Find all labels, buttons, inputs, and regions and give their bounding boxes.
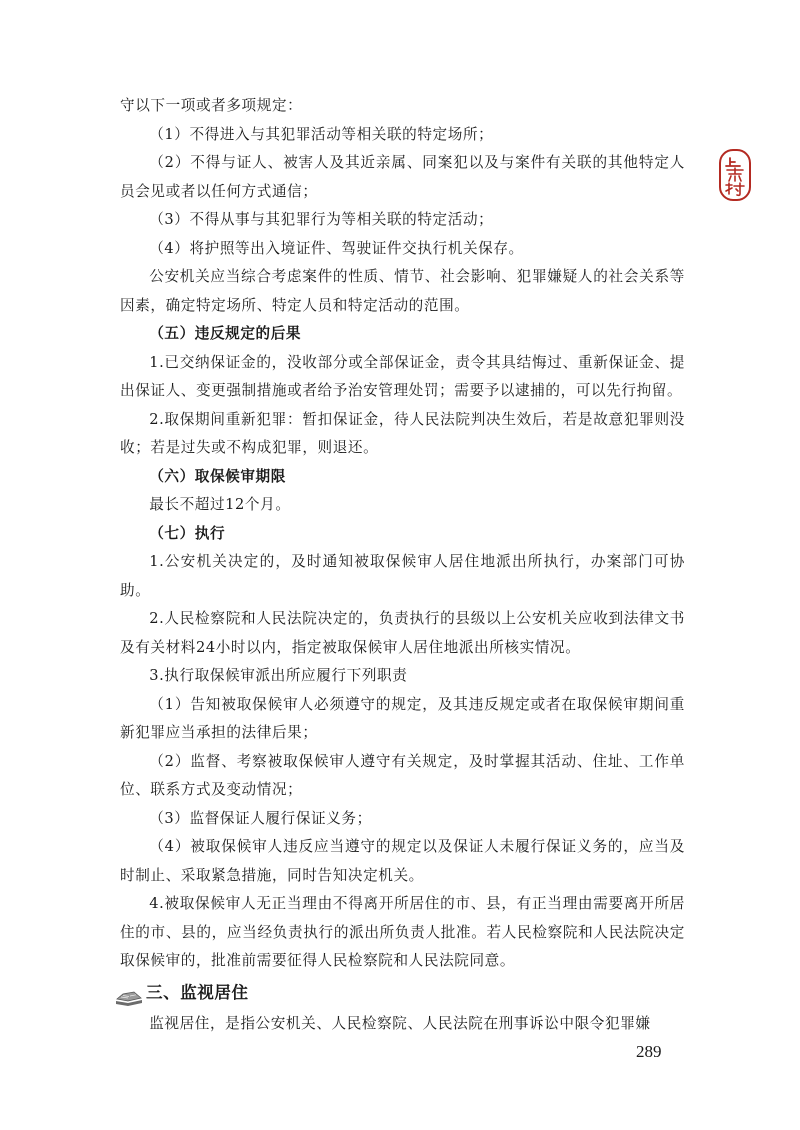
subsection-heading: （六）取保候审期限 — [149, 467, 286, 485]
paragraph: （1）告知被取保候审人必须遵守的规定，及其违反规定或者在取保候审期间重新犯罪应当承担的法律后果； — [120, 695, 685, 741]
page-number: 289 — [636, 1042, 662, 1061]
paragraph: 监视居住，是指公安机关、人民检察院、人民法院在刑事诉讼中限令犯罪嫌 — [149, 1014, 651, 1032]
paragraph: 2.人民检察院和人民法院决定的，负责执行的县级以上公安机关应收到法律文书及有关材料24小时以内，指定被取保候审人居住地派出所核实情况。 — [120, 610, 685, 656]
paragraph: 3.执行取保候审派出所应履行下列职责 — [149, 667, 408, 684]
paragraph: （2）不得与证人、被害人及其近亲属、同案犯以及与案件有关联的其他特定人员会见或者以任何方式通信； — [120, 154, 685, 200]
paragraph: 守以下一项或者多项规定： — [120, 97, 303, 114]
paragraph: （4）被取保候审人违反应当遵守的规定以及保证人未履行保证义务的，应当及时制止、采取紧急措施，同时告知决定机关。 — [120, 838, 685, 884]
paragraph: 4.被取保候审人无正当理由不得离开所居住的市、县，有正当理由需要离开所居住的市、县的，应当经负责执行的派出所负责人批准。若人民检察院和人民法院决定取保候审的，批准前需要征得人民检察院和人民法院同意。 — [120, 895, 685, 969]
paragraph: 最长不超过12个月。 — [149, 496, 291, 513]
paragraph: （4）将护照等出入境证件、驾驶证件交执行机关保存。 — [149, 239, 524, 257]
subsection-heading: （五）违反规定的后果 — [149, 325, 302, 342]
paragraph: 公安机关应当综合考虑案件的性质、情节、社会影响、犯罪嫌疑人的社会关系等因素，确定特定场所、特定人员和特定活动的范围。 — [120, 268, 685, 314]
seal-stamp-icon — [718, 148, 752, 202]
paragraph: （2）监督、考察被取保候审人遵守有关规定，及时掌握其活动、住址、工作单位、联系方式及变动情况； — [120, 752, 685, 798]
paragraph: （3）监督保证人履行保证义务； — [149, 809, 372, 827]
paragraph: （1）不得进入与其犯罪活动等相关联的特定场所； — [149, 125, 494, 143]
section-heading — [114, 976, 685, 1010]
document-body — [120, 92, 685, 1038]
book-icon — [114, 984, 144, 1002]
paragraph: （3）不得从事与其犯罪行为等相关联的特定活动； — [149, 211, 494, 228]
paragraph: 1.已交纳保证金的，没收部分或全部保证金，责令其具结悔过、重新保证金、提出保证人、变更强制措施或者给予治安管理处罚；需要予以逮捕的，可以先行拘留。 — [120, 353, 685, 399]
section-heading-text: 三、监视居住 — [146, 982, 249, 1002]
paragraph: 2.取保期间重新犯罪：暂扣保证金，待人民法院判决生效后，若是故意犯罪则没收；若是过失或不构成犯罪，则退还。 — [120, 410, 685, 456]
paragraph: 1.公安机关决定的，及时通知被取保候审人居住地派出所执行，办案部门可协助。 — [120, 553, 685, 599]
subsection-heading: （七）执行 — [149, 524, 226, 542]
